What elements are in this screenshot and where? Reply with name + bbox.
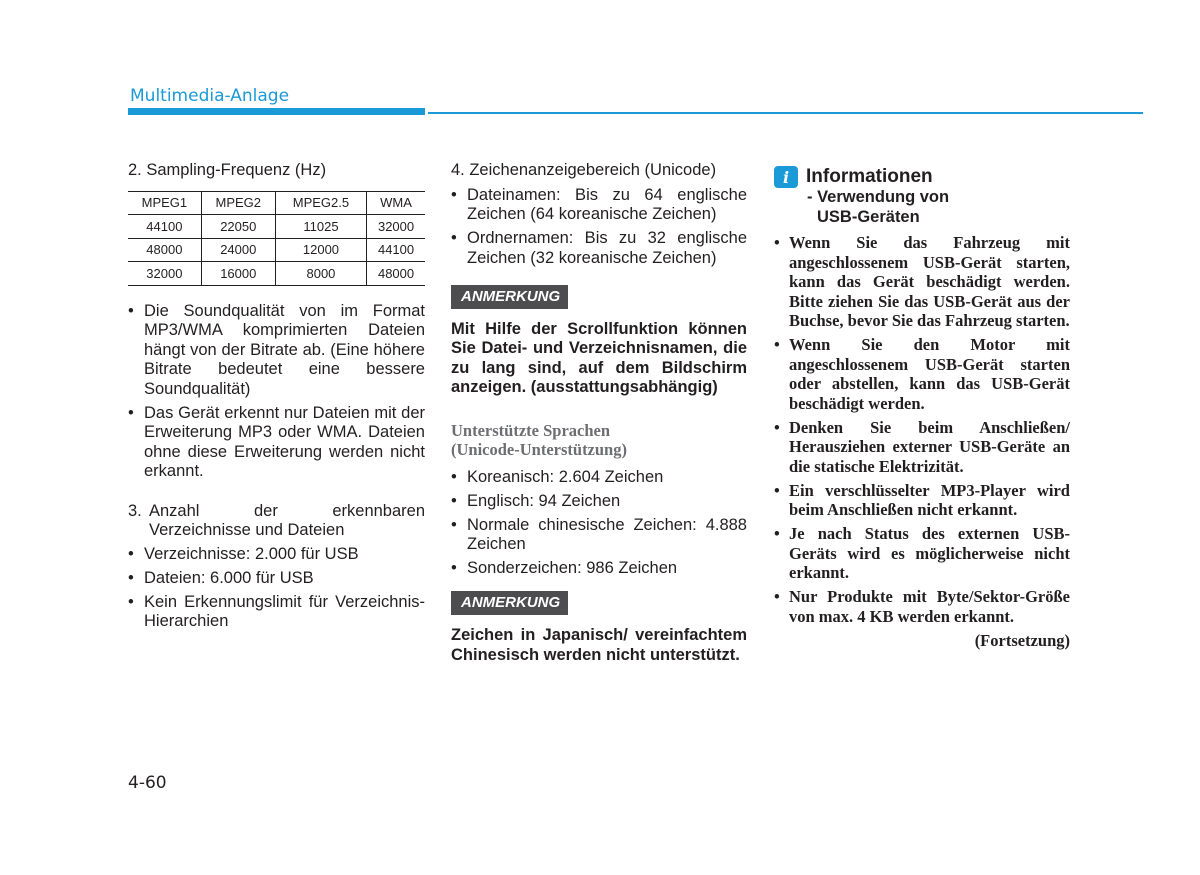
table-cell: 22050 [201, 215, 275, 239]
page-number: 4-60 [128, 773, 167, 793]
info-icon: i [774, 166, 798, 188]
table-cell: 8000 [275, 262, 366, 286]
languages-heading-line1: Unterstützte Sprachen [451, 420, 611, 440]
table-cell: 16000 [201, 262, 275, 286]
section3-heading [128, 502, 425, 541]
table-cell: 44100 [128, 215, 201, 239]
table-header: MPEG2 [201, 191, 275, 215]
list-item: • Verzeichnisse: 2.000 für USB [128, 545, 425, 565]
table-cell: 32000 [367, 215, 425, 239]
table-cell: 11025 [275, 215, 366, 239]
table-header-row [128, 191, 425, 215]
section3-line2: Verzeichnisse und Dateien [149, 521, 345, 539]
table-cell: 48000 [128, 238, 201, 262]
table-row [128, 215, 425, 239]
list-item: • Wenn Sie das Fahrzeug mit angeschlossenem USB-Gerät starten, kann das Gerät beschädigt werden. Bitte ziehen Sie das USB-Gerät aus der Buchse, bevor Sie das Fahrzeug starten. [774, 233, 1070, 331]
note-badge: ANMERKUNG [451, 591, 568, 615]
limits-list [128, 545, 425, 632]
table-cell: 24000 [201, 238, 275, 262]
list-item: • Normale chinesische Zeichen: 4.888 Zeichen [451, 516, 747, 555]
table-header: WMA [367, 191, 425, 215]
column-left [128, 161, 425, 636]
table-header: MPEG2.5 [275, 191, 366, 215]
sampling-table [128, 191, 425, 286]
list-item: • Die Soundqualität von im Format MP3/WMA komprimierten Dateien hängt von der Bitrate ab. (Eine höhere Bitrate bedeutet eine bessere Soundqualität) [128, 302, 425, 400]
table-header: MPEG1 [128, 191, 201, 215]
list-item: • Englisch: 94 Zeichen [451, 492, 747, 512]
info-header [774, 166, 1070, 188]
table-row [128, 262, 425, 286]
table-cell: 12000 [275, 238, 366, 262]
info-subtitle-line2: USB-Geräten [817, 207, 920, 226]
header-bar-accent [128, 108, 425, 115]
list-item: • Ein verschlüsselter MP3-Player wird beim Anschließen nicht erkannt. [774, 481, 1070, 520]
note-badge: ANMERKUNG [451, 285, 568, 309]
list-item: • Kein Erkennungslimit für Verzeichnis-Hierarchien [128, 593, 425, 632]
column-right [774, 166, 1070, 651]
name-length-list [451, 186, 747, 269]
list-item: • Koreanisch: 2.604 Zeichen [451, 468, 747, 488]
table-cell: 48000 [367, 262, 425, 286]
list-item: • Nur Produkte mit Byte/Sektor-Größe von max. 4 KB werden erkannt. [774, 587, 1070, 626]
list-item: • Dateinamen: Bis zu 64 englische Zeichen (64 koreanische Zeichen) [451, 186, 747, 225]
continued-label: (Fortsetzung) [974, 630, 1070, 650]
list-item: • Denken Sie beim Anschließen/ Herausziehen externer USB-Geräte an die statische Elektrizität. [774, 418, 1070, 477]
languages-heading-line2: (Unicode-Unterstützung) [451, 440, 627, 459]
table-cell: 32000 [128, 262, 201, 286]
languages-heading [451, 421, 747, 460]
list-item: • Wenn Sie den Motor mit angeschlossenem USB-Gerät starten oder abstellen, kann das USB-Gerät beschädigt werden. [774, 335, 1070, 413]
table-row [128, 238, 425, 262]
list-item: • Je nach Status des externen USB-Geräts wird es möglicherweise nicht erkannt. [774, 524, 1070, 583]
table-cell: 44100 [367, 238, 425, 262]
languages-list [451, 468, 747, 579]
list-item: • Ordnernamen: Bis zu 32 englische Zeichen (32 koreanische Zeichen) [451, 229, 747, 268]
info-title: Informationen [806, 166, 933, 187]
section3-line1: Anzahl der erkennbaren [149, 501, 425, 520]
list-item: • Sonderzeichen: 986 Zeichen [451, 559, 747, 579]
usb-warnings-list [774, 233, 1070, 626]
section3-number: 3. [128, 501, 142, 520]
unicode-heading: 4. Zeichenanzeigebereich (Unicode) [451, 161, 717, 179]
list-item: • Dateien: 6.000 für USB [128, 569, 425, 589]
info-subtitle-line1: - Verwendung von [807, 188, 950, 206]
header-rule [428, 112, 1143, 114]
sampling-heading: 2. Sampling-Frequenz (Hz) [128, 161, 327, 179]
note-text: Zeichen in Japanisch/ vereinfachtem Chinesisch werden nicht unterstützt. [451, 626, 747, 664]
list-item: • Das Gerät erkennt nur Dateien mit der Erweiterung MP3 oder WMA. Dateien ohne diese Erweiterung werden nicht erkannt. [128, 404, 425, 482]
format-notes-list [128, 302, 425, 482]
column-middle [451, 161, 747, 665]
note-text: Mit Hilfe der Scrollfunktion können Sie Datei- und Verzeichnisnamen, die zu lang sind, auf dem Bildschirm anzeigen. (ausstattungsabhängig) [451, 319, 747, 396]
section-title: Multimedia-Anlage [130, 86, 290, 106]
